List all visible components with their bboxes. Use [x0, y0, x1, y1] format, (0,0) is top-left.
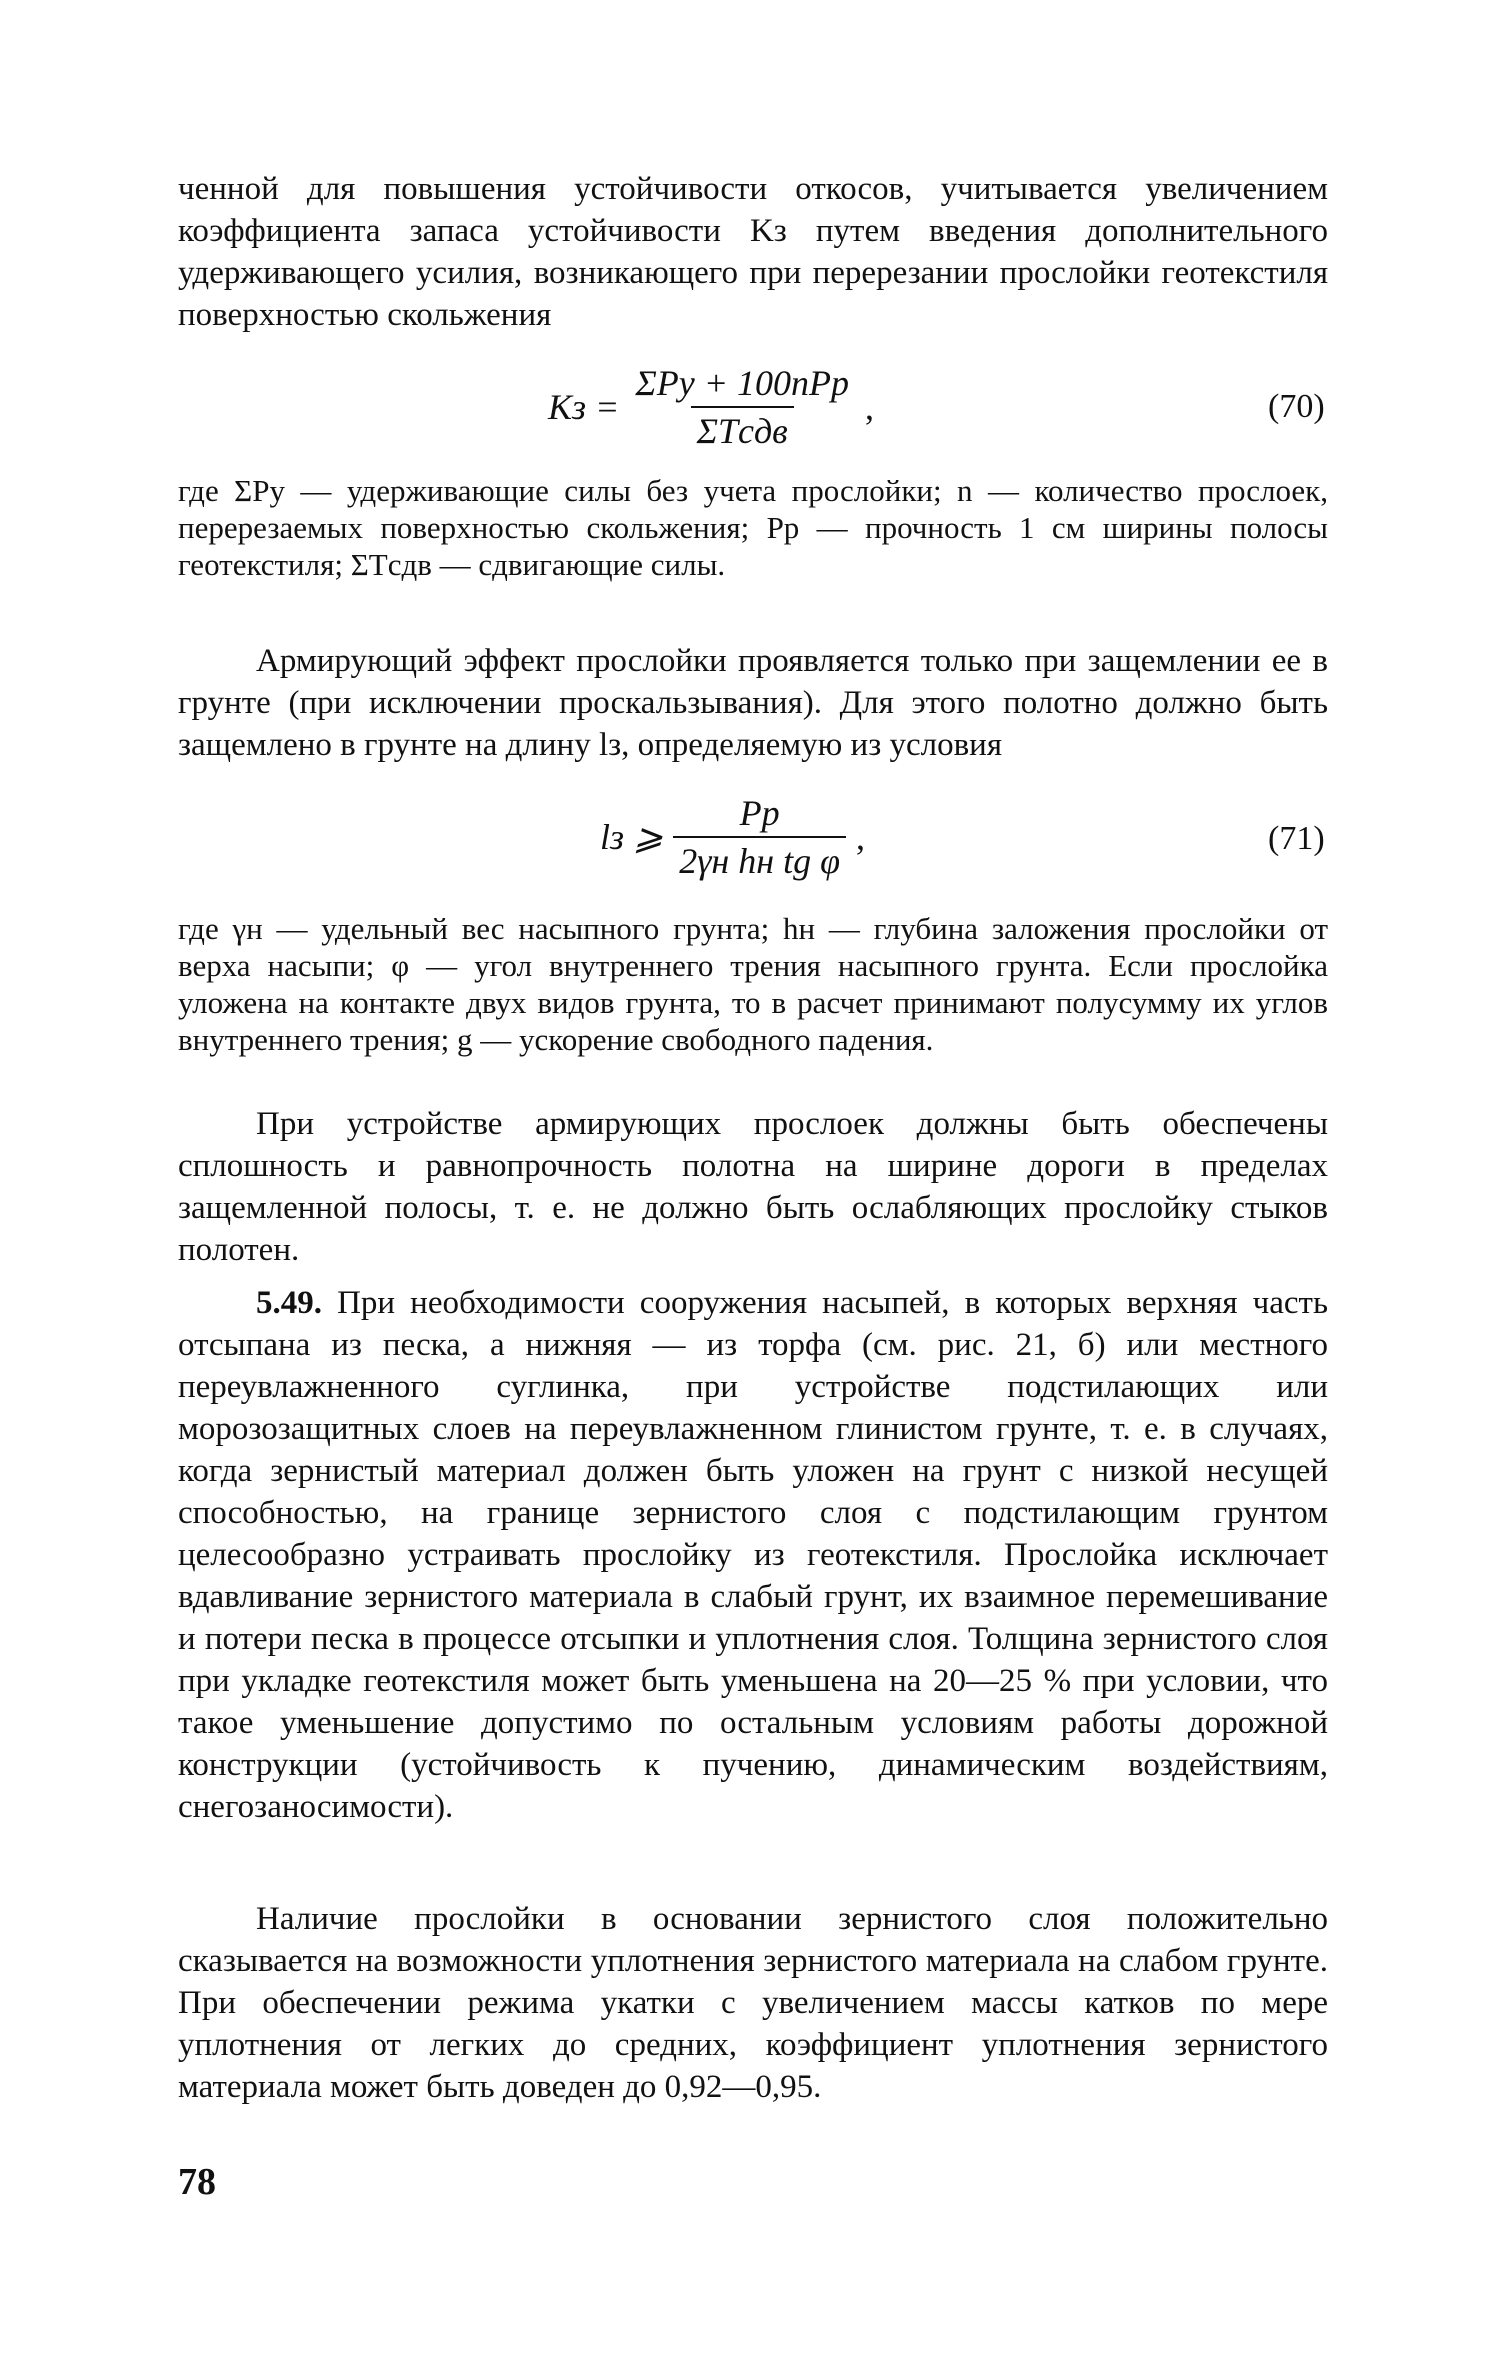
- equation-number-70: (70): [1268, 388, 1325, 425]
- formula-71-numerator: Pр: [739, 793, 780, 833]
- paragraph-4: где γн — удельный вес насыпного грунта; hн — глубина заложения прослойки от верха насыпи; φ — угол внутреннего трения насыпного грунта. Если прослойка уложена на контакте двух видов грунта, то в расчет принимают полусумму их углов внутреннего трения; g — ускорение свободного падения.: [178, 911, 1328, 1057]
- page-number: 78: [178, 2161, 216, 2203]
- formula-71-denominator: 2γн hн tg φ: [673, 836, 846, 882]
- paragraph-6: [178, 1282, 1328, 1828]
- paragraph-3: Армирующий эффект прослойки проявляется только при защемлении ее в грунте (при исключении проскальзывания). Для этого полотно должно быть защемлено в грунте на длину lз, определяемую из условия: [178, 643, 1328, 763]
- paragraph-5: При устройстве армирующих прослоек должны быть обеспечены сплошность и равнопрочность полотна на ширине дороги в пределах защемленной полосы, т. е. не должно быть ослабляющих прослойку стыков полотен.: [178, 1106, 1328, 1268]
- section-number: 5.49.: [256, 1285, 322, 1321]
- paragraph-7: Наличие прослойки в основании зернистого слоя положительно сказывается на возможности уплотнения зернистого материала на слабом грунте. При обеспечении режима укатки с увеличением массы катков по мере уплотнения от легких до средних, коэффициент уплотнения зернистого материала может быть доведен до 0,92—0,95.: [178, 1901, 1328, 2105]
- formula-70-numerator: ΣPу + 100nPр: [635, 363, 850, 403]
- formula-70: [548, 362, 874, 452]
- formula-70-denominator: ΣTсдв: [691, 406, 794, 452]
- paragraph-6-text: При необходимости сооружения насыпей, в которых верхняя часть отсыпана из песка, а нижняя — из торфа (см. рис. 21, б) или местного переувлажненного суглинка, при устройстве подстилающих или морозозащитных слоев на переувлажненном глинистом грунте, т. е. в случаях, когда зернистый материал должен быть уложен на грунт с низкой несущей способностью, на границе зернистого слоя с подстилающим грунтом целесообразно устраивать прослойку из геотекстиля. Прослойка исключает вдавливание зернистого материала в слабый грунт, их взаимное перемешивание и потери песка в процессе отсыпки и уплотнения слоя. Толщина зернистого слоя при укладке геотекстиля может быть уменьшена на 20—25 % при условии, что такое уменьшение допустимо по остальным условиям работы дорожной конструкции (устойчивость к пучению, динамическим воздействиям, снегозаносимости).: [178, 1285, 1328, 1825]
- equation-number-71: (71): [1268, 820, 1325, 857]
- formula-70-comma: ,: [865, 387, 875, 427]
- formula-70-lhs: Kз =: [548, 387, 620, 427]
- formula-70-fraction: [629, 362, 855, 452]
- formula-71: [600, 792, 865, 882]
- paragraph-1: ченной для повышения устойчивости откосов, учитывается увеличением коэффициента запаса устойчивости Kз путем введения дополнительного удерживающего усилия, возникающего при перерезании прослойки геотекстиля поверхностью скольжения: [178, 171, 1328, 333]
- formula-71-fraction: [673, 792, 846, 882]
- formula-71-lhs: lз ⩾: [600, 817, 664, 857]
- formula-71-comma: ,: [856, 817, 866, 857]
- paragraph-2: где ΣPу — удерживающие силы без учета прослойки; n — количество прослоек, перерезаемых поверхностью скольжения; Pр — прочность 1 см ширины полосы геотекстиля; ΣTсдв — сдвигающие силы.: [178, 473, 1328, 582]
